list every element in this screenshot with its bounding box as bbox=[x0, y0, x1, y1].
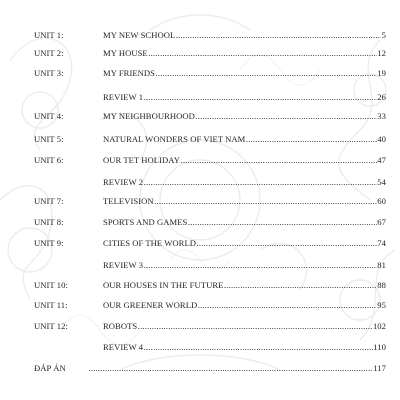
page-number: 26 bbox=[377, 92, 386, 102]
unit-number: UNIT 10: bbox=[34, 280, 68, 290]
page-number: 60 bbox=[377, 196, 386, 206]
unit-number: UNIT 6: bbox=[34, 155, 64, 165]
page-number: 88 bbox=[377, 280, 386, 290]
unit-title: REVIEW 4 bbox=[103, 342, 144, 352]
unit-title: OUR GREENER WORLD bbox=[103, 300, 198, 310]
leader-dots bbox=[224, 278, 377, 292]
unit-number: UNIT 12: bbox=[34, 321, 68, 331]
toc-row[interactable] bbox=[0, 46, 400, 60]
page-number: 12 bbox=[377, 48, 386, 58]
toc-row[interactable] bbox=[0, 258, 400, 272]
unit-title: TELEVISION bbox=[103, 196, 154, 206]
page-number: 47 bbox=[377, 155, 386, 165]
toc-row[interactable] bbox=[0, 66, 400, 80]
leader-dots bbox=[197, 236, 377, 250]
leader-dots bbox=[198, 298, 377, 312]
toc-row[interactable] bbox=[0, 340, 400, 354]
unit-title: OUR HOUSES IN THE FUTURE bbox=[103, 280, 224, 290]
leader-dots bbox=[144, 90, 377, 104]
leader-dots bbox=[195, 109, 376, 123]
page-number: 117 bbox=[373, 363, 386, 373]
toc-row[interactable] bbox=[0, 194, 400, 208]
unit-title: MY NEIGHBOURHOOD bbox=[103, 111, 195, 121]
toc-row[interactable] bbox=[0, 109, 400, 123]
leader-dots bbox=[144, 258, 377, 272]
unit-number: UNIT 11: bbox=[34, 300, 68, 310]
unit-title: REVIEW 1 bbox=[103, 92, 144, 102]
unit-number: UNIT 4: bbox=[34, 111, 64, 121]
leader-dots bbox=[154, 194, 377, 208]
unit-number: UNIT 1: bbox=[34, 30, 64, 40]
unit-title: ROBOTS bbox=[103, 321, 138, 331]
page-number: 67 bbox=[377, 217, 386, 227]
toc-row[interactable] bbox=[0, 175, 400, 189]
unit-title: MY NEW SCHOOL bbox=[103, 30, 176, 40]
unit-number: UNIT 7: bbox=[34, 196, 64, 206]
page-number: 54 bbox=[377, 177, 386, 187]
unit-number: UNIT 8: bbox=[34, 217, 64, 227]
page-number: 95 bbox=[377, 300, 386, 310]
toc-row[interactable] bbox=[0, 236, 400, 250]
leader-dots bbox=[246, 132, 377, 146]
leader-dots bbox=[180, 153, 376, 167]
leader-dots bbox=[188, 215, 377, 229]
toc-row[interactable] bbox=[0, 298, 400, 312]
leader-dots bbox=[148, 46, 377, 60]
unit-title: MY FRIENDS bbox=[103, 68, 155, 78]
page-number: 74 bbox=[377, 238, 386, 248]
page-number: 110 bbox=[373, 342, 386, 352]
unit-number: UNIT 2: bbox=[34, 48, 64, 58]
unit-title: NATURAL WONDERS OF VIET NAM bbox=[103, 134, 246, 144]
toc-row[interactable] bbox=[0, 90, 400, 104]
leader-dots bbox=[144, 340, 373, 354]
unit-title: REVIEW 3 bbox=[103, 260, 144, 270]
page-number: 33 bbox=[377, 111, 386, 121]
unit-title: REVIEW 2 bbox=[103, 177, 144, 187]
unit-title: OUR TET HOLIDAY bbox=[103, 155, 180, 165]
toc-row[interactable] bbox=[0, 153, 400, 167]
page-number: 81 bbox=[377, 260, 386, 270]
toc-row[interactable] bbox=[0, 132, 400, 146]
unit-number: UNIT 3: bbox=[34, 68, 64, 78]
answer-key-label: ĐÁP ÁN bbox=[34, 363, 66, 373]
page-number: 102 bbox=[372, 321, 386, 331]
toc-row[interactable] bbox=[0, 361, 400, 375]
unit-title: SPORTS AND GAMES bbox=[103, 217, 188, 227]
toc-row[interactable] bbox=[0, 319, 400, 333]
unit-number: UNIT 5: bbox=[34, 134, 64, 144]
toc-row[interactable] bbox=[0, 278, 400, 292]
page-number: 19 bbox=[377, 68, 386, 78]
toc-row[interactable] bbox=[0, 28, 400, 42]
leader-dots bbox=[176, 28, 381, 42]
unit-title: MY HOUSE bbox=[103, 48, 148, 58]
page-number: 40 bbox=[377, 134, 386, 144]
leader-dots bbox=[138, 319, 373, 333]
leader-dots bbox=[89, 361, 373, 375]
toc-row[interactable] bbox=[0, 215, 400, 229]
leader-dots bbox=[144, 175, 377, 189]
leader-dots bbox=[156, 66, 377, 80]
unit-title: CITIES OF THE WORLD bbox=[103, 238, 197, 248]
unit-number: UNIT 9: bbox=[34, 238, 64, 248]
page-number: 5 bbox=[381, 30, 386, 40]
